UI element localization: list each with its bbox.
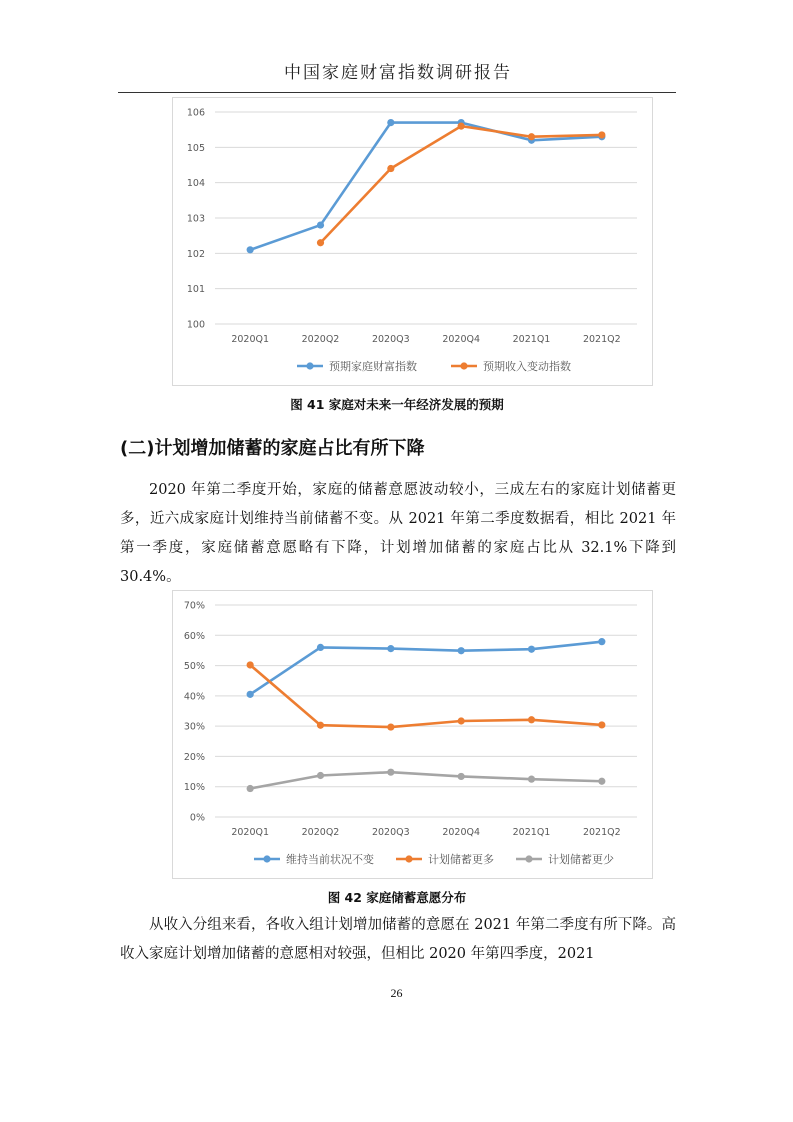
fig41-y-tick-label: 102 (186, 248, 205, 260)
fig41-legend-label: 预期家庭财富指数 (329, 360, 417, 373)
fig42-data-point (528, 776, 535, 783)
fig41-y-tick-label: 106 (186, 107, 205, 119)
fig42-y-tick-label: 20% (183, 751, 205, 763)
fig41-y-tick-label: 101 (186, 284, 205, 296)
fig42-data-point (458, 773, 465, 780)
fig41-data-point (598, 131, 605, 138)
fig42-series-line-2 (250, 772, 602, 788)
fig42-data-point (458, 717, 465, 724)
fig41-data-point (528, 133, 535, 140)
fig41-y-tick-label: 104 (186, 178, 205, 190)
fig42-data-point (317, 644, 324, 651)
fig42-y-tick-label: 0% (189, 812, 205, 824)
fig41-x-tick-label: 2021Q1 (512, 334, 551, 345)
report-header: 中国家庭财富指数调研报告 (284, 63, 512, 83)
figure-42-svg (173, 591, 652, 878)
fig42-y-tick-label: 60% (183, 630, 205, 642)
fig41-x-tick-label: 2021Q2 (582, 334, 621, 345)
fig41-x-tick-label: 2020Q1 (231, 334, 270, 345)
fig42-legend-marker-1 (405, 855, 412, 862)
fig42-y-tick-label: 40% (183, 691, 205, 703)
fig42-x-tick-label: 2020Q2 (301, 827, 340, 838)
fig41-x-tick-label: 2020Q2 (301, 334, 340, 345)
header-rule (118, 92, 676, 93)
fig42-x-tick-label: 2021Q2 (582, 827, 621, 838)
fig42-data-point (387, 769, 394, 776)
fig42-data-point (528, 646, 535, 653)
fig41-x-tick-label: 2020Q4 (442, 334, 481, 345)
fig42-data-point (387, 723, 394, 730)
fig41-data-point (247, 246, 254, 253)
fig42-data-point (598, 721, 605, 728)
fig42-x-tick-label: 2020Q4 (442, 827, 481, 838)
fig41-data-point (387, 119, 394, 126)
figure-41-svg (173, 98, 652, 385)
fig42-y-tick-label: 30% (183, 721, 205, 733)
fig42-series-line-0 (250, 642, 602, 695)
fig42-legend-label: 计划储蓄更少 (548, 853, 614, 866)
fig42-data-point (247, 661, 254, 668)
fig42-data-point (317, 722, 324, 729)
fig41-y-tick-label: 105 (186, 142, 205, 154)
fig42-data-point (247, 785, 254, 792)
fig42-y-tick-label: 10% (183, 782, 205, 794)
figure-42-chart (172, 590, 653, 879)
fig42-legend-label: 维持当前状况不变 (286, 853, 374, 866)
fig41-x-tick-label: 2020Q3 (371, 334, 410, 345)
fig41-legend-label: 预期收入变动指数 (483, 360, 571, 373)
fig42-x-tick-label: 2021Q1 (512, 827, 551, 838)
fig42-x-tick-label: 2020Q1 (231, 827, 270, 838)
fig42-y-tick-label: 50% (183, 661, 205, 673)
fig42-data-point (458, 647, 465, 654)
fig42-data-point (598, 638, 605, 645)
fig41-y-tick-label: 100 (186, 319, 205, 331)
fig42-legend-label: 计划储蓄更多 (428, 853, 494, 866)
fig42-data-point (317, 772, 324, 779)
section-title: (二)计划增加储蓄的家庭占比有所下降 (120, 438, 425, 459)
fig41-data-point (317, 239, 324, 246)
fig41-series-line-1 (321, 126, 602, 243)
fig42-data-point (528, 716, 535, 723)
figure-41-caption: 图 41 家庭对未来一年经济发展的预期 (290, 397, 504, 412)
figure-42-caption: 图 42 家庭储蓄意愿分布 (327, 890, 467, 905)
fig42-legend-marker-2 (525, 855, 532, 862)
fig42-data-point (247, 691, 254, 698)
fig42-data-point (598, 778, 605, 785)
paragraph-2: 从收入分组来看，各收入组计划增加储蓄的意愿在 2021 年第二季度有所下降。高收入家庭计划增加储蓄的意愿相对较强，但相比 2020 年第四季度，2021 (120, 917, 676, 962)
fig41-data-point (458, 123, 465, 130)
fig41-y-tick-label: 103 (186, 213, 205, 225)
fig42-y-tick-label: 70% (183, 600, 205, 612)
paragraph-1: 2020 年第二季度开始，家庭的储蓄意愿波动较小，三成左右的家庭计划储蓄更多，近六成家庭计划维持当前储蓄不变。从 2021 年第二季度数据看，相比 2021 年第一季度，家庭储蓄意愿略有下降，计划增加储蓄的家庭占比从 32.1%下降到 30.4%。 (120, 482, 676, 585)
fig41-legend-marker-1 (460, 362, 467, 369)
fig42-data-point (387, 645, 394, 652)
fig41-data-point (317, 221, 324, 228)
fig42-legend-marker-0 (263, 855, 270, 862)
fig41-legend-marker-0 (306, 362, 313, 369)
fig41-data-point (387, 165, 394, 172)
fig42-x-tick-label: 2020Q3 (371, 827, 410, 838)
fig41-series-line-0 (250, 123, 602, 250)
page-number: 26 (390, 986, 403, 1000)
figure-41-chart (172, 97, 653, 386)
